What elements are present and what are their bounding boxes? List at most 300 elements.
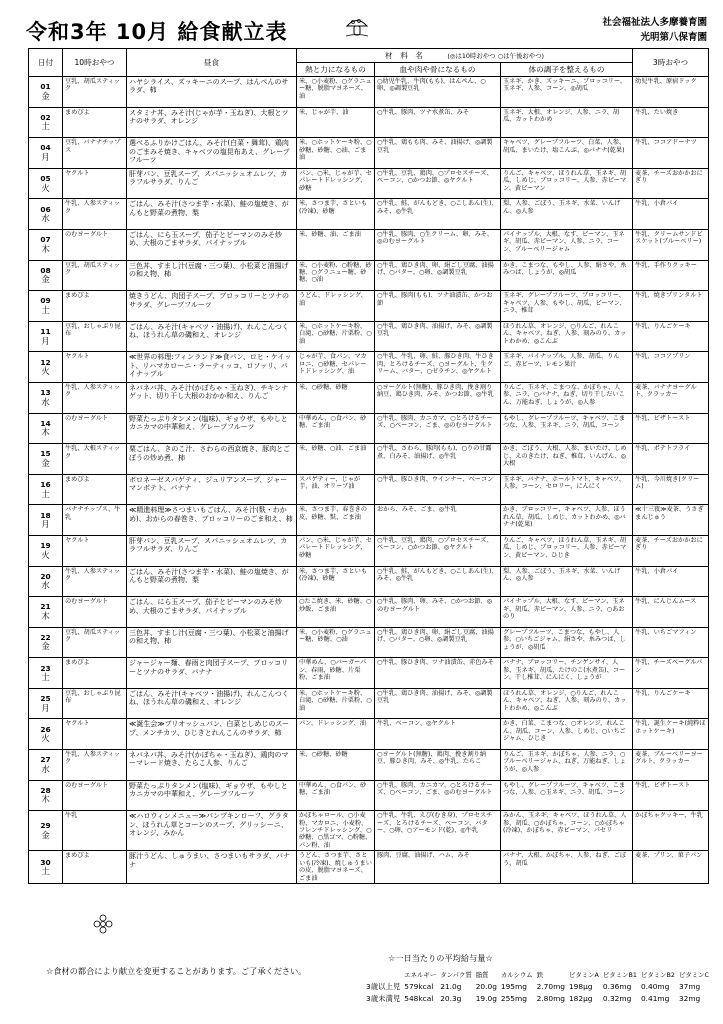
blood-cell: ○牛乳、さわら、豚肉(もも)、○りの甘露煮、白みそ、油揚げ、◎牛乳 bbox=[375, 444, 501, 475]
body-cell: 玉ネギ、グレープフルーツ、ブロッコリー、キャベツ、人参、もやし、胡瓜、ピーマン、ニラ、椎茸 bbox=[501, 291, 633, 322]
lunch-cell: 野菜たっぷりタンメン(塩味)、ギョウザ、もやしとカニカマの中華和え、グレープフルーツ bbox=[127, 780, 297, 811]
date-cell bbox=[29, 811, 63, 851]
header-heat: 熱と力になるもの bbox=[297, 63, 375, 77]
blood-cell: 豚肉、豆腐、油揚げ、ハム、みそ bbox=[375, 851, 501, 884]
blood-cell: ○牛乳、牛乳、えび(むき身)、プロセスチーズ、とろけるチーズ、ベーコン、バター、○卵、○アーモンド(乾)、◎牛乳 bbox=[375, 811, 501, 851]
table-row bbox=[29, 811, 709, 851]
blood-cell: ○牛乳、豚肉、○生クリーム、卵、みそ、◎のむヨーグルト bbox=[375, 229, 501, 260]
date-weekday: 金 bbox=[41, 274, 50, 285]
lunch-cell: ≪精進料理≫さつまいもごはん、みそ汁(麩・わかめ)、おからの春巻き、ブロッコリーのごま和え、柿 bbox=[127, 505, 297, 536]
body-cell: りんご、キャベツ、ほうれん草、玉ネギ、胡瓜、しめじ、ブロッコリー、人参、赤ピーマン、黄ピーマン bbox=[501, 168, 633, 199]
heat-cell: 中華めん、○バーガーパン、春雨、砂糖、片栗粉、ごま油 bbox=[297, 658, 375, 689]
flower-icon bbox=[92, 913, 114, 935]
nutrition-value: 32mg bbox=[678, 994, 701, 1003]
body-cell: グレープフルーツ、こまつな、もやし、人参、○いちごジャム、絹さや、糸みつば、しょうが、◎胡瓜 bbox=[501, 627, 633, 658]
snack3-cell: 牛乳、りんごケーキ bbox=[633, 321, 709, 352]
date-day: 16 bbox=[40, 480, 51, 490]
nutrition-header: 脂質 bbox=[475, 971, 489, 979]
date-weekday: 水 bbox=[41, 213, 50, 224]
table-row bbox=[29, 627, 709, 658]
date-weekday: 火 bbox=[41, 366, 50, 377]
blood-cell: ○牛乳、豚肉、カニカマ、○とろけるチーズ、○ベーコン、ごま、◎のむヨーグルト bbox=[375, 413, 501, 444]
table-row bbox=[29, 413, 709, 444]
organization bbox=[602, 15, 707, 45]
date-cell bbox=[29, 107, 63, 138]
snack10-cell: まめぴよ bbox=[63, 107, 127, 138]
body-cell: ほうれん草、オレンジ、○りんご、れんこん、キャベツ、ねぎ、人参、刻みのり、カットわかめ、◎こんぶ bbox=[501, 688, 633, 719]
date-weekday: 水 bbox=[41, 580, 50, 591]
nutrition-value: 21.0g bbox=[440, 982, 462, 991]
date-weekday: 火 bbox=[41, 733, 50, 744]
nutrition-header: ビタミンC bbox=[678, 971, 709, 979]
snack3-cell: 牛乳、にんじんムース bbox=[633, 597, 709, 628]
body-cell: みかん、玉ネギ、キャベツ、ほうれん草、人参、胡瓜、○かぼちゃ、コーン、○かぼちゃ(冷凍)、かぼちゃ、赤ピーマン、パセリ bbox=[501, 811, 633, 851]
body-cell: かき、白菜、こまつな、○オレンジ、れんこん、胡瓜、コーン、人参、しめじ、○いちごジャム、ひじき bbox=[501, 719, 633, 750]
date-weekday: 金 bbox=[41, 829, 50, 840]
date-cell bbox=[29, 168, 63, 199]
snack10-cell: 豆乳、胡瓜スティック bbox=[63, 77, 127, 108]
lunch-cell: 選べるふりかけごはん、みそ汁(白菜・舞茸)、鶏肉のごまみそ焼き、キャベツの塩昆布あえ、グレープフルーツ bbox=[127, 138, 297, 169]
table-row bbox=[29, 199, 709, 230]
snack3-cell: 牛乳、ポテトフライ bbox=[633, 444, 709, 475]
nutrition-header: タンパク質 bbox=[440, 971, 472, 979]
header-legend: (◎は10時おやつ ○は午後おやつ) bbox=[447, 51, 545, 60]
menu-body bbox=[29, 77, 709, 884]
blood-cell: ○牛乳、豚ひき肉、ツナ油漬缶、赤色みそ bbox=[375, 658, 501, 689]
lunch-cell: 肝芽パン、豆乳スープ、スパニッシュオムレツ、カラフルサラダ、りんご bbox=[127, 168, 297, 199]
blood-cell: ○牛乳、牛乳、卵、鮭、豚ひき肉、牛ひき肉、とろけるチーズ、○ヨーグルト、生クリーム、バター、○ゼラチン、◎ヤクルト bbox=[375, 352, 501, 383]
lunch-cell: ごはん、みそ汁(キャベツ・油揚げ)、れんこんつくね、ほうれん草の磯和え、オレンジ bbox=[127, 688, 297, 719]
date-weekday: 火 bbox=[41, 182, 50, 193]
date-cell bbox=[29, 229, 63, 260]
nutrition-header: エネルギー bbox=[404, 971, 437, 979]
nutrition-header: ビタミンB1 bbox=[602, 971, 637, 979]
date-cell bbox=[29, 260, 63, 291]
page-title: 令和3年 10月 給食献立表 bbox=[26, 20, 288, 44]
date-day: 23 bbox=[40, 663, 51, 673]
date-day: 22 bbox=[40, 632, 51, 642]
nutrition-value: 198μg bbox=[568, 982, 593, 991]
blood-cell: ○幼児牛乳、牛肉(もも)、はんぺん、○卵、◎調製豆乳 bbox=[375, 77, 501, 108]
body-cell: 梨、人参、ごぼう、玉ネギ、水菜、いんげん、◎人参 bbox=[501, 199, 633, 230]
date-cell bbox=[29, 780, 63, 811]
body-cell: 玉ネギ、かき、ズッキーニ、ブロッコリー、玉ネギ、人参、コーン、◎胡瓜 bbox=[501, 77, 633, 108]
lunch-cell: ごはん、にら玉スープ、茄子とピーマンのみそ炒め、大根のごまサラダ、パイナップル bbox=[127, 597, 297, 628]
nutrition-body bbox=[364, 969, 711, 1005]
body-cell: バナナ、大根、かぼちゃ、人参、ねぎ、ごぼう、胡瓜 bbox=[501, 851, 633, 884]
table-row bbox=[29, 138, 709, 169]
body-cell: ほうれん草、オレンジ、○りんご、れんこん、キャベツ、ねぎ、人参、刻みのり、カットわかめ、◎こんぶ bbox=[501, 321, 633, 352]
table-row bbox=[29, 780, 709, 811]
heat-cell: 米、さつま芋、春巻きの皮、砂糖、麩、ごま油 bbox=[297, 505, 375, 536]
heat-cell: パン、ドレッシング、油 bbox=[297, 719, 375, 750]
date-cell bbox=[29, 505, 63, 536]
date-day: 21 bbox=[40, 602, 51, 612]
date-weekday: 木 bbox=[41, 427, 50, 438]
date-cell bbox=[29, 199, 63, 230]
table-row bbox=[29, 107, 709, 138]
date-day: 30 bbox=[40, 857, 51, 867]
snack10-cell: まめぴよ bbox=[63, 291, 127, 322]
date-weekday: 土 bbox=[41, 304, 50, 315]
lunch-cell: ごはん、にら玉スープ、茄子とピーマンのみそ炒め、大根のごまサラダ、パイナップル bbox=[127, 229, 297, 260]
body-cell: 玉ネギ、バナナ、ホールトマト、キャベツ、人参、コーン、セロリー、にんにく bbox=[501, 474, 633, 505]
body-cell: りんご、玉ネギ、こまつな、かぼちゃ、人参、ニラ、○バナナ、ねぎ、切り干しだいこん、万能ねぎ、しょうが、◎人参 bbox=[501, 382, 633, 413]
snack10-cell: 牛乳、人参スティック bbox=[63, 750, 127, 781]
change-notice: ☆食材の都合により献立を変更することがあります。ご了承ください。 bbox=[46, 966, 307, 976]
nutrition-value: 0.36mg bbox=[602, 982, 632, 991]
blood-cell: ○牛乳、豚肉、ツナ水煮缶、みそ bbox=[375, 107, 501, 138]
date-day: 04 bbox=[40, 143, 51, 153]
blood-cell: ○牛乳、鶏もも肉、みそ、油揚げ、◎調製豆乳 bbox=[375, 138, 501, 169]
heat-cell: 中華めん、○食パン、砂糖、ごま油 bbox=[297, 780, 375, 811]
blood-cell: ○牛乳、鮭、がんもどき、○こしあん(生)、みそ、◎牛乳 bbox=[375, 199, 501, 230]
date-day: 19 bbox=[40, 541, 51, 551]
date-day: 15 bbox=[40, 449, 51, 459]
date-cell bbox=[29, 382, 63, 413]
blood-cell: ○牛乳、鶏ひき肉、卵、絹ごし豆腐、油揚げ、○バター、○卵、◎調製豆乳 bbox=[375, 627, 501, 658]
snack10-cell: のむヨーグルト bbox=[63, 780, 127, 811]
heat-cell: 米、○ホットケーキ粉、白滝、○砂糖、片栗粉、○油 bbox=[297, 321, 375, 352]
date-weekday: 月 bbox=[41, 335, 50, 346]
nutrition-header-row bbox=[364, 969, 711, 981]
nutrition-value: 3歳以上児 bbox=[366, 982, 401, 991]
snack10-cell: 牛乳、人参スティック bbox=[63, 566, 127, 597]
body-cell: かき、ブロッコリー、キャベツ、人参、ほうれん草、胡瓜、しめじ、カットわかめ、◎バナナ(乾果) bbox=[501, 505, 633, 536]
snack10-cell: まめぴよ bbox=[63, 658, 127, 689]
lunch-cell: ごはん、みそ汁(さつま芋・水菜)、鮭の塩焼き、がんもと野菜の煮物、梨 bbox=[127, 199, 297, 230]
snack3-cell: 麦茶、チーズおかかおにぎり bbox=[633, 168, 709, 199]
nutrition-value: 20.3g bbox=[440, 994, 462, 1003]
lunch-cell: ボロネーゼスパゲティ、ジュリアンスープ、ジャーマンポテト、バナナ bbox=[127, 474, 297, 505]
date-day: 20 bbox=[40, 571, 51, 581]
lunch-cell: ハヤシライス、ズッキーニのスープ、はんぺんのサラダ、柿 bbox=[127, 77, 297, 108]
blood-cell: ○ヨーグルト(無糖)、豚ひき肉、挽き割り納豆、鶏ひき肉、みそ、かつお節、◎牛乳 bbox=[375, 382, 501, 413]
nutrition-value: 20.0g bbox=[475, 982, 497, 991]
nutrition-table bbox=[364, 969, 711, 1005]
heat-cell: 米、○小麦粉、○グラニュー糖、砂糖、○油 bbox=[297, 627, 375, 658]
date-cell bbox=[29, 77, 63, 108]
snack10-cell: ヤクルト bbox=[63, 719, 127, 750]
heat-cell: うどん、さつま芋、さといも(冷凍)、焼しゅうまいの皮、脱脂マヨネーズ、ごま油 bbox=[297, 851, 375, 884]
date-cell bbox=[29, 352, 63, 383]
body-cell: もやし、グレープフルーツ、キャベツ、こまつな、人参、玉ネギ、ニラ、胡瓜、コーン bbox=[501, 413, 633, 444]
body-cell: パイナップル、大根、なす、ピーマン、玉ネギ、胡瓜、赤ピーマン、人参、ニラ、○あおのり bbox=[501, 597, 633, 628]
lunch-cell: ジャージャー麺、春雨と肉団子スープ、ブロッコリーとツナのサラダ、バナナ bbox=[127, 658, 297, 689]
snack3-cell: 牛乳、いちごマフィン bbox=[633, 627, 709, 658]
snack10-cell: 牛乳、大根スティック bbox=[63, 444, 127, 475]
body-cell: かき、こまつな、もやし、人参、絹さや、糸みつば、しょうが、◎胡瓜 bbox=[501, 260, 633, 291]
table-row bbox=[29, 229, 709, 260]
table-row bbox=[29, 321, 709, 352]
heat-cell: 米、○小麦粉、○粉糖、砂糖、○グラニュー糖、砂糖、○油 bbox=[297, 260, 375, 291]
lunch-cell: ≪世界の料理:フィンランド≫食パン、ロヒ・ケイット、リハマカローニ・ラーティッコ、ロソッリ、パイナップル bbox=[127, 352, 297, 383]
heat-cell: 米、○小麦粉、○グラニュー糖、脱脂マヨネーズ、油 bbox=[297, 77, 375, 108]
snack10-cell: まめぴよ bbox=[63, 851, 127, 884]
table-row bbox=[29, 77, 709, 108]
table-row bbox=[29, 851, 709, 884]
heat-cell: かぼちゃロール、○小麦粉、マカロニ、小麦粉、フレンチドレッシング、○砂糖、○黒ゴマ、○粉糖、パン粉、油 bbox=[297, 811, 375, 851]
date-cell bbox=[29, 444, 63, 475]
snack10-cell: 豆乳、おしゃぶり昆布 bbox=[63, 321, 127, 352]
date-weekday: 金 bbox=[41, 457, 50, 468]
snack10-cell: ヤクルト bbox=[63, 168, 127, 199]
snack3-cell: 牛乳、たい焼き bbox=[633, 107, 709, 138]
snack3-cell: 牛乳、クリームサンドビスケット(ブルーベリー) bbox=[633, 229, 709, 260]
blood-cell: ○牛乳、豆乳、鶏肉、○プロセスチーズ、ベーコン、○かつお節、◎ヤクルト bbox=[375, 535, 501, 566]
header-snack10: 10時おやつ bbox=[63, 49, 127, 77]
snack10-cell: 牛乳 bbox=[63, 811, 127, 851]
blood-cell: おから、みそ、ごま、◎牛乳 bbox=[375, 505, 501, 536]
lunch-cell: ≪誕生会≫ブリオッシュパン、白菜としめじのスープ、メンチカツ、ひじきとれんこんのサラダ、柿 bbox=[127, 719, 297, 750]
body-cell: かき、ごぼう、大根、人参、まいたけ、しめじ、えのきたけ、ねぎ、椎茸、いんげん、◎大根 bbox=[501, 444, 633, 475]
date-cell bbox=[29, 851, 63, 884]
date-cell bbox=[29, 627, 63, 658]
snack3-cell: 麦茶、チーズおかかおにぎり bbox=[633, 535, 709, 566]
nutrition-value: 579kcal bbox=[404, 982, 434, 991]
date-day: 05 bbox=[40, 174, 51, 184]
table-row bbox=[29, 566, 709, 597]
date-day: 27 bbox=[40, 755, 51, 765]
date-day: 12 bbox=[40, 357, 51, 367]
date-day: 26 bbox=[40, 724, 51, 734]
heat-cell: パン、○米、じゃが芋、セパレートドレッシング、砂糖 bbox=[297, 168, 375, 199]
body-cell: パイナップル、大根、なす、ピーマン、玉ネギ、胡瓜、赤ピーマン、人参、ニラ、コーン、ブルーベリージャム bbox=[501, 229, 633, 260]
date-cell bbox=[29, 597, 63, 628]
date-day: 07 bbox=[40, 235, 51, 245]
heat-cell: 米、さつま芋、さといも(冷凍)、砂糖 bbox=[297, 199, 375, 230]
blood-cell: ○牛乳、鶏ひき肉、油揚げ、みそ、◎調製豆乳 bbox=[375, 688, 501, 719]
blood-cell: ○牛乳、鶏ひき肉、卵、絹ごし豆腐、油揚げ、○バター、○卵、◎調製豆乳 bbox=[375, 260, 501, 291]
table-row bbox=[29, 291, 709, 322]
date-day: 06 bbox=[40, 204, 51, 214]
date-weekday: 金 bbox=[41, 641, 50, 652]
lunch-cell: ネバネバ丼、みそ汁(かぼちゃ・玉ねぎ)、鶏肉のマーマレード焼き、たらこ人参、りんご bbox=[127, 750, 297, 781]
table-row bbox=[29, 597, 709, 628]
nutrition-value: 3歳未満児 bbox=[366, 994, 401, 1003]
heat-cell: パン、○米、じゃが芋、セパレートドレッシング、砂糖 bbox=[297, 535, 375, 566]
nutrition-value: 195mg bbox=[500, 982, 527, 991]
lunch-cell: ≪ハロウィンメニュー≫パンプキンローフ、グラタン、ほうれん草とコーンのスープ、グリッシーニ、オレンジ、みかん bbox=[127, 811, 297, 851]
nutrition-value: 2.80mg bbox=[536, 994, 565, 1003]
snack3-cell: 牛乳、ピザトースト bbox=[633, 413, 709, 444]
snack10-cell: のむヨーグルト bbox=[63, 229, 127, 260]
blood-cell: ○牛乳、鮭、がんもどき、○こしあん(生)、みそ、◎牛乳 bbox=[375, 566, 501, 597]
date-weekday: 水 bbox=[41, 396, 50, 407]
table-row bbox=[29, 168, 709, 199]
date-weekday: 木 bbox=[41, 794, 50, 805]
date-day: 09 bbox=[40, 296, 51, 306]
snack10-cell: 豆乳、胡瓜スティック bbox=[63, 627, 127, 658]
date-weekday: 木 bbox=[41, 243, 50, 254]
snack3-cell: 牛乳、ココアドーナツ bbox=[633, 138, 709, 169]
snack3-cell: 麦茶、ブルーベリーヨーグルト、クラッカー bbox=[633, 750, 709, 781]
date-cell bbox=[29, 719, 63, 750]
nutrition-value: 182μg bbox=[568, 994, 593, 1003]
blood-cell: ○牛乳、豚肉(もも)、ツナ油漬缶、かつお節 bbox=[375, 291, 501, 322]
table-row bbox=[29, 535, 709, 566]
org-name: 社会福祉法人多摩養育園 bbox=[602, 17, 707, 28]
snack10-cell: バナナチップス、牛乳 bbox=[63, 505, 127, 536]
nutrition-value: 19.0g bbox=[475, 994, 497, 1003]
heat-cell: 米、○砂糖、砂糖 bbox=[297, 382, 375, 413]
date-cell bbox=[29, 474, 63, 505]
snack10-cell: 豆乳、おしゃぶり昆布 bbox=[63, 688, 127, 719]
nutrition-row bbox=[364, 993, 711, 1005]
snack3-cell: 牛乳、ココアプリン bbox=[633, 352, 709, 383]
table-row bbox=[29, 750, 709, 781]
lunch-cell: 三色丼、すまし汁(豆腐・三つ葉)、小松菜と油揚げの和え物、柿 bbox=[127, 627, 297, 658]
table-row bbox=[29, 719, 709, 750]
snack10-cell: 豆乳、胡瓜スティック bbox=[63, 260, 127, 291]
header-date: 日付 bbox=[29, 49, 63, 77]
snack10-cell: のむヨーグルト bbox=[63, 413, 127, 444]
date-day: 02 bbox=[40, 112, 51, 122]
date-cell bbox=[29, 688, 63, 719]
mushroom-icon bbox=[344, 14, 370, 40]
lunch-cell: 肝芽パン、豆乳スープ、スパニッシュオムレツ、カラフルサラダ、りんご bbox=[127, 535, 297, 566]
snack3-cell: 牛乳、りんごケーキ bbox=[633, 688, 709, 719]
snack10-cell: まめぴよ bbox=[63, 474, 127, 505]
snack10-cell: ヤクルト bbox=[63, 352, 127, 383]
heat-cell: 米、砂糖、○油、ごま油 bbox=[297, 444, 375, 475]
table-row bbox=[29, 260, 709, 291]
date-cell bbox=[29, 413, 63, 444]
snack3-cell: 牛乳、チーズベーグルパン bbox=[633, 658, 709, 689]
blood-cell: ○牛乳、豆乳、鶏肉、○プロセスチーズ、ベーコン、○かつお節、◎ヤクルト bbox=[375, 168, 501, 199]
blood-cell: 牛乳、ベーコン、◎ヤクルト bbox=[375, 719, 501, 750]
date-day: 29 bbox=[40, 821, 51, 831]
body-cell: りんご、玉ネギ、かぼちゃ、人参、ニラ、○ブルーベリージャム、ねぎ、万能ねぎ、しょうが、◎人参 bbox=[501, 750, 633, 781]
body-cell: バナナ、ブロッコリー、チンゲンサイ、人参、玉ネギ、胡瓜、たけのこ(水煮缶)、コーン、干し椎茸、にんにく、しょうが bbox=[501, 658, 633, 689]
date-cell bbox=[29, 138, 63, 169]
date-day: 14 bbox=[40, 418, 51, 428]
body-cell: 梨、人参、ごぼう、玉ネギ、水菜、いんげん、◎人参 bbox=[501, 566, 633, 597]
date-cell bbox=[29, 658, 63, 689]
snack3-cell: 牛乳、小倉パイ bbox=[633, 566, 709, 597]
header-ingredients-label: 材 料 名 bbox=[385, 50, 423, 60]
heat-cell: ○たこ焼き、米、砂糖、○炒飯、ごま油 bbox=[297, 597, 375, 628]
nutrition-value: 255mg bbox=[500, 994, 527, 1003]
date-day: 28 bbox=[40, 785, 51, 795]
nutrition-row bbox=[364, 981, 711, 993]
lunch-cell: ネバネバ丼、みそ汁(かぼちゃ・玉ねぎ)、チキンナゲット、切り干し大根のおかか和え、りんご bbox=[127, 382, 297, 413]
date-cell bbox=[29, 750, 63, 781]
snack3-cell: 牛乳、誕生ケーキ(純粋ほホットケーキ) bbox=[633, 719, 709, 750]
lunch-cell: 栗ごはん、きのこ汁、さわらの西京焼き、豚肉とごぼうの炒め煮、柿 bbox=[127, 444, 297, 475]
date-weekday: 月 bbox=[41, 702, 50, 713]
date-weekday: 火 bbox=[41, 549, 50, 560]
lunch-cell: スタミナ丼、みそ汁(じゃが芋・玉ねぎ)、大根とツナのサラダ、オレンジ bbox=[127, 107, 297, 138]
nutrition-value: 2.70mg bbox=[536, 982, 565, 991]
nutrition-value: 0.32mg bbox=[602, 994, 632, 1003]
body-cell: 玉ネギ、大根、オレンジ、人参、ニラ、胡瓜、カットわかめ bbox=[501, 107, 633, 138]
date-weekday: 土 bbox=[41, 488, 50, 499]
date-weekday: 月 bbox=[41, 151, 50, 162]
body-cell: 玉ネギ、パイナップル、人参、胡瓜、りんご、赤ビーツ、レモン果汁 bbox=[501, 352, 633, 383]
date-weekday: 水 bbox=[41, 763, 50, 774]
date-weekday: 土 bbox=[41, 121, 50, 132]
lunch-cell: 豚汁うどん、しゅうまい、さつまいもサラダ、バナナ bbox=[127, 851, 297, 884]
table-row bbox=[29, 352, 709, 383]
blood-cell: ○牛乳、豚肉、卵、みそ、○かつお節、◎のむヨーグルト bbox=[375, 597, 501, 628]
body-cell: りんご、キャベツ、ほうれん草、玉ネギ、胡瓜、しめじ、ブロッコリー、人参、赤ピーマン、黄ピーマン、ひじき bbox=[501, 535, 633, 566]
date-day: 08 bbox=[40, 265, 51, 275]
snack3-cell: 麦茶、プリン、菓子パン bbox=[633, 851, 709, 884]
heat-cell: うどん、ドレッシング、油 bbox=[297, 291, 375, 322]
date-cell bbox=[29, 291, 63, 322]
lunch-cell: ごはん、みそ汁(キャベツ・油揚げ)、れんこんつくね、ほうれん草の磯和え、オレンジ bbox=[127, 321, 297, 352]
nutrition-value: 0.40mg bbox=[640, 982, 670, 991]
date-day: 11 bbox=[40, 327, 51, 337]
nutrition-value: 37mg bbox=[678, 982, 701, 991]
lunch-cell: ごはん、みそ汁(さつま芋・水菜)、鮭の塩焼き、がんもと野菜の煮物、梨 bbox=[127, 566, 297, 597]
snack3-cell: 牛乳、今川焼き(クリーム) bbox=[633, 474, 709, 505]
table-row bbox=[29, 382, 709, 413]
snack3-cell: 牛乳、手作りクッキー bbox=[633, 260, 709, 291]
nutrition-header bbox=[364, 969, 402, 981]
nutrition-header: ビタミンB2 bbox=[640, 971, 675, 979]
blood-cell: ○ヨーグルト(無糖)、鶏肉、挽き割り納豆、豚ひき肉、みそ、◎牛乳、たらこ bbox=[375, 750, 501, 781]
blood-cell: ○牛乳、豚ひき肉、ウインナー、ベーコン bbox=[375, 474, 501, 505]
heat-cell: 米、○ホットケーキ粉、○砂糖、砂糖、○油、ごま油 bbox=[297, 138, 375, 169]
heat-cell: 米、じゃが芋、油 bbox=[297, 107, 375, 138]
snack3-cell: 麦茶、バナナヨーグルト、クラッカー bbox=[633, 382, 709, 413]
date-day: 13 bbox=[40, 388, 51, 398]
nutrition-header: ビタミンA bbox=[568, 971, 599, 979]
date-day: 01 bbox=[40, 82, 51, 92]
lunch-cell: 焼きうどん、肉団子スープ、ブロッコリーとツナのサラダ、グレープフルーツ bbox=[127, 291, 297, 322]
heat-cell: 米、○砂糖、砂糖 bbox=[297, 750, 375, 781]
nutrition-value: 548kcal bbox=[404, 994, 434, 1003]
header-blood: 血や肉や骨になるもの bbox=[375, 63, 501, 77]
table-row bbox=[29, 474, 709, 505]
table-row bbox=[29, 505, 709, 536]
body-cell: もやし、グレープフルーツ、キャベツ、こまつな、人参、○玉ネギ、ニラ、胡瓜、コーン bbox=[501, 780, 633, 811]
heat-cell: 米、砂糖、油、ごま油 bbox=[297, 229, 375, 260]
date-day: 25 bbox=[40, 694, 51, 704]
date-weekday: 土 bbox=[41, 672, 50, 683]
nutrition-header: カルシウム bbox=[500, 971, 533, 979]
snack10-cell: 牛乳、人参スティック bbox=[63, 382, 127, 413]
header-lunch: 昼食 bbox=[127, 49, 297, 77]
date-weekday: 土 bbox=[41, 866, 50, 877]
blood-cell: ○牛乳、豚肉、カニカマ、○とろけるチーズ、○ベーコン、ごま、◎のむヨーグルト bbox=[375, 780, 501, 811]
date-weekday: 金 bbox=[41, 90, 50, 101]
header-ingredients bbox=[297, 49, 633, 63]
snack10-cell: 牛乳、人参スティック bbox=[63, 199, 127, 230]
table-row bbox=[29, 658, 709, 689]
heat-cell: 米、○ホットケーキ粉、白滝、○砂糖、片栗粉、○油 bbox=[297, 688, 375, 719]
date-weekday: 木 bbox=[41, 610, 50, 621]
nutrition-value: 0.41mg bbox=[640, 994, 670, 1003]
date-day: 18 bbox=[40, 510, 51, 520]
blood-cell: ○牛乳、鶏ひき肉、油揚げ、みそ、◎調製豆乳 bbox=[375, 321, 501, 352]
lunch-cell: 野菜たっぷりタンメン(塩味)、ギョウザ、もやしとカニカマの中華和え、グレープフルーツ bbox=[127, 413, 297, 444]
nursery-name: 光明第八保育園 bbox=[640, 32, 707, 43]
snack3-cell: 幼児牛乳、原宿ドック bbox=[633, 77, 709, 108]
snack10-cell: 豆乳、バナナチップス bbox=[63, 138, 127, 169]
nutrition-header: 鉄 bbox=[536, 971, 544, 979]
date-cell bbox=[29, 566, 63, 597]
table-row bbox=[29, 444, 709, 475]
menu-table bbox=[28, 48, 709, 884]
body-cell: キャベツ、グレープフルーツ、白菜、人参、胡瓜、まいたけ、塩こんぶ、◎バナナ(乾果) bbox=[501, 138, 633, 169]
nutrition-title: ☆一日当たりの平均給与量☆ bbox=[388, 953, 493, 963]
lunch-cell: 三色丼、すまし汁(豆腐・三つ葉)、小松菜と油揚げの和え物、柿 bbox=[127, 260, 297, 291]
header-body: 体の調子を整えるもの bbox=[501, 63, 633, 77]
snack10-cell: ヤクルト bbox=[63, 535, 127, 566]
